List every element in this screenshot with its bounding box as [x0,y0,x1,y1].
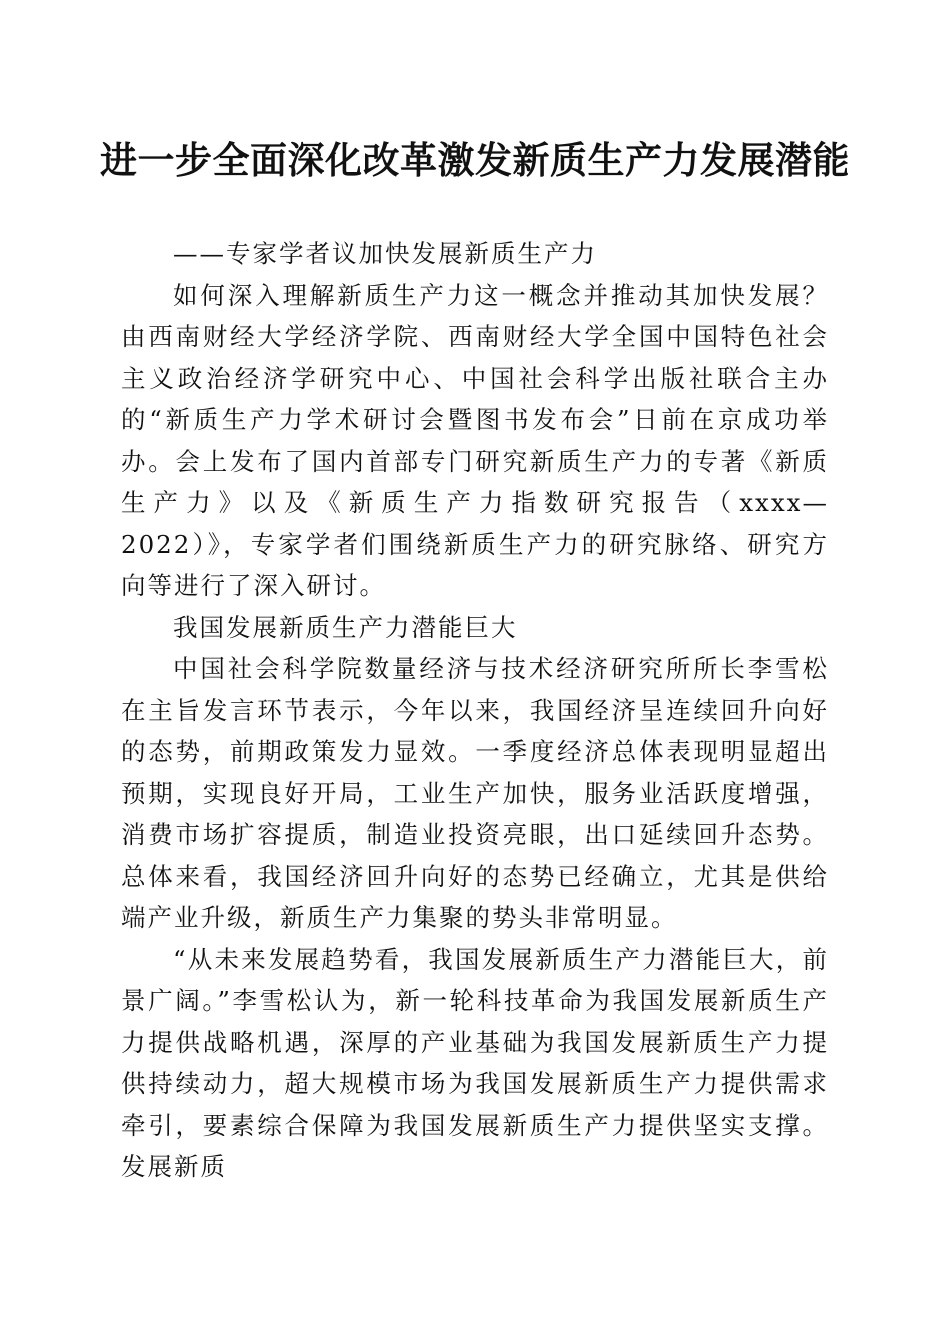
paragraph-economy: 中国社会科学院数量经济与技术经济研究所所长李雪松在主旨发言环节表示，今年以来，我国经济呈连续回升向好的态势，前期政策发力显效。一季度经济总体表现明显超出预期，实现良好开局，工业生产加快，服务业活跃度增强，消费市场扩容提质，制造业投资亮眼，出口延续回升态势。总体来看，我国经济回升向好的态势已经确立，尤其是供给端产业升级，新质生产力集聚的势头非常明显。 [121,654,829,932]
paragraph-potential: “从未来发展趋势看，我国发展新质生产力潜能巨大，前景广阔。”李雪松认为，新一轮科技革命为我国发展新质生产力提供战略机遇，深厚的产业基础为我国发展新质生产力提供持续动力，超大规模市场为我国发展新质生产力提供需求牵引，要素综合保障为我国发展新质生产力提供坚实支撑。发展新质 [121,944,829,1181]
section-heading: 我国发展新质生产力潜能巨大 [173,612,518,642]
paragraph-intro: 如何深入理解新质生产力这一概念并推动其加快发展？由西南财经大学经济学院、西南财经大学全国中国特色社会主义政治经济学研究中心、中国社会科学出版社联合主办的“新质生产力学术研讨会暨图书发布会”日前在京成功举办。会上发布了国内首部专门研究新质生产力的专著《新质生产力》以及《新质生产力指数研究报告（xxxx—2022）》，专家学者们围绕新质生产力的研究脉络、研究方向等进行了深入研讨。 [121,280,829,600]
document-body [121,233,829,1188]
document-title: 进一步全面深化改革激发新质生产力发展潜能 [100,138,850,182]
document-subtitle: ——专家学者议加快发展新质生产力 [173,239,597,268]
